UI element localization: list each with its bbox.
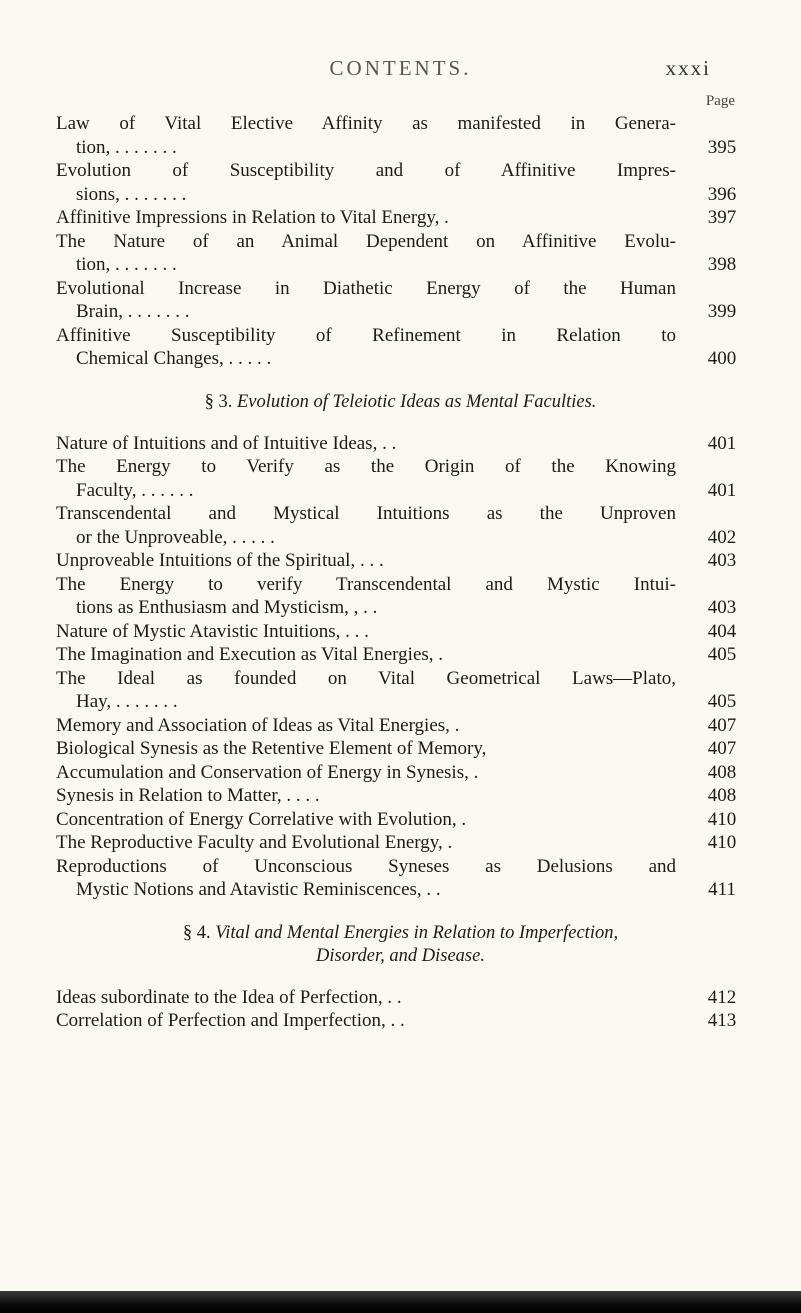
running-title: CONTENTS.: [329, 56, 472, 80]
toc-entry: [0, 855, 801, 902]
toc-entry: [0, 277, 801, 324]
entry-page-number: 407: [707, 738, 737, 759]
toc-entry: [0, 808, 801, 832]
entry-title: Affinitive Susceptibility of Refinement in Relation to: [56, 324, 676, 346]
entry-page-number: 401: [707, 432, 737, 454]
toc-entry: [0, 667, 801, 714]
toc-entry: [0, 620, 801, 644]
toc-entry: [0, 159, 801, 206]
entry-page-number: 404: [707, 620, 737, 642]
entry-title: Correlation of Perfection and Imperfection, . .: [56, 1010, 405, 1031]
entry-title: Transcendental and Mystical Intuitions as the Unproven: [56, 503, 676, 524]
entry-page-number: 412: [707, 986, 737, 1008]
entry-page-number: 400: [707, 348, 737, 369]
entry-page-number: 399: [707, 301, 737, 322]
entry-title-continued: tion, . . . . . . .: [76, 136, 177, 158]
entry-title: The Energy to verify Transcendental and Mystic Intui-: [56, 573, 676, 595]
entry-page-number: 401: [707, 479, 737, 501]
section-symbol: § 3.: [204, 391, 233, 412]
toc-entry: [0, 986, 801, 1010]
toc-entry: [0, 230, 801, 277]
entry-title: The Nature of an Animal Dependent on Affinitive Evolu-: [56, 230, 676, 252]
section-title: Evolution of Teleiotic Ideas as Mental Faculties.: [236, 391, 597, 412]
entry-page-number: 403: [707, 550, 737, 571]
page-column-label: Page: [705, 93, 735, 109]
entry-title: Affinitive Impressions in Relation to Vital Energy, .: [56, 207, 449, 228]
toc-entry: [0, 206, 801, 230]
entry-title: Reproductions of Unconscious Syneses as Delusions and: [56, 855, 676, 877]
entry-title: Concentration of Energy Correlative with Evolution, .: [56, 808, 467, 830]
entry-title: Synesis in Relation to Matter, . . . .: [56, 785, 320, 806]
page-number: xxxi: [665, 56, 711, 80]
entry-title-continued: Mystic Notions and Atavistic Reminiscences, . .: [76, 879, 441, 900]
table-of-contents: [0, 112, 801, 1033]
section-title: Vital and Mental Energies in Relation to Imperfection,: [215, 922, 619, 943]
toc-entry: [0, 324, 801, 371]
toc-entry: [0, 112, 801, 159]
toc-entry: [0, 714, 801, 738]
page-header: [0, 56, 801, 90]
entry-title-continued: tions as Enthusiasm and Mysticism, , . .: [76, 597, 378, 618]
entry-title-continued: Hay, . . . . . . .: [76, 691, 178, 712]
entry-title-continued: or the Unproveable, . . . . .: [76, 526, 275, 548]
entry-title: Law of Vital Elective Affinity as manifested in Genera-: [56, 113, 676, 134]
entry-title-continued: sions, . . . . . . .: [76, 183, 187, 205]
entry-title-continued: tion, . . . . . . .: [76, 254, 177, 275]
entry-page-number: 397: [707, 207, 737, 228]
entry-title-continued: Faculty, . . . . . .: [76, 479, 194, 501]
scan-edge: [0, 1291, 801, 1313]
entry-title: Accumulation and Conservation of Energy in Synesis, .: [56, 761, 479, 783]
section-heading: [0, 922, 801, 968]
entry-page-number: 408: [707, 785, 737, 806]
toc-entry: [0, 737, 801, 761]
toc-group: [0, 432, 801, 902]
entry-title: The Reproductive Faculty and Evolutional Energy, .: [56, 832, 453, 853]
entry-page-number: 411: [708, 879, 736, 900]
toc-entry: [0, 502, 801, 549]
entry-title: Ideas subordinate to the Idea of Perfection, . .: [56, 986, 402, 1008]
entry-title: The Energy to Verify as the Origin of the Knowing: [56, 456, 676, 477]
entry-page-number: 408: [707, 761, 737, 783]
toc-group: [0, 112, 801, 371]
toc-entry: [0, 831, 801, 855]
entry-page-number: 405: [707, 644, 737, 665]
entry-title: Memory and Association of Ideas as Vital Energies, .: [56, 714, 460, 736]
toc-entry: [0, 784, 801, 808]
toc-entry: [0, 455, 801, 502]
entry-title-continued: Brain, . . . . . . .: [76, 301, 190, 322]
entry-page-number: 410: [707, 832, 737, 853]
section-symbol: § 4.: [182, 922, 211, 943]
toc-entry: [0, 432, 801, 456]
toc-entry: [0, 761, 801, 785]
toc-entry: [0, 573, 801, 620]
entry-title: Evolutional Increase in Diathetic Energy of the Human: [56, 277, 676, 299]
entry-page-number: 396: [707, 183, 737, 205]
toc-entry: [0, 643, 801, 667]
entry-title: Unproveable Intuitions of the Spiritual, . . .: [56, 550, 384, 571]
entry-title: The Ideal as founded on Vital Geometrical Laws—Plato,: [56, 667, 676, 689]
entry-title: Nature of Intuitions and of Intuitive Ideas, . .: [56, 432, 397, 454]
toc-entry: [0, 549, 801, 573]
entry-title-continued: Chemical Changes, . . . . .: [76, 348, 272, 369]
entry-page-number: 398: [707, 254, 737, 275]
entry-page-number: 410: [707, 808, 737, 830]
entry-title: Nature of Mystic Atavistic Intuitions, . . .: [56, 620, 369, 642]
toc-group: [0, 986, 801, 1033]
entry-page-number: 413: [707, 1010, 737, 1031]
toc-entry: [0, 1009, 801, 1033]
entry-page-number: 407: [707, 714, 737, 736]
entry-page-number: 402: [707, 526, 737, 548]
entry-title: Biological Synesis as the Retentive Element of Memory,: [56, 738, 487, 759]
entry-page-number: 403: [707, 597, 737, 618]
section-title-continued: Disorder, and Disease.: [316, 945, 485, 966]
entry-page-number: 395: [707, 136, 737, 158]
entry-title: The Imagination and Execution as Vital Energies, .: [56, 644, 444, 665]
section-heading: [0, 391, 801, 414]
entry-title: Evolution of Susceptibility and of Affinitive Impres-: [56, 160, 676, 181]
entry-page-number: 405: [707, 691, 737, 712]
